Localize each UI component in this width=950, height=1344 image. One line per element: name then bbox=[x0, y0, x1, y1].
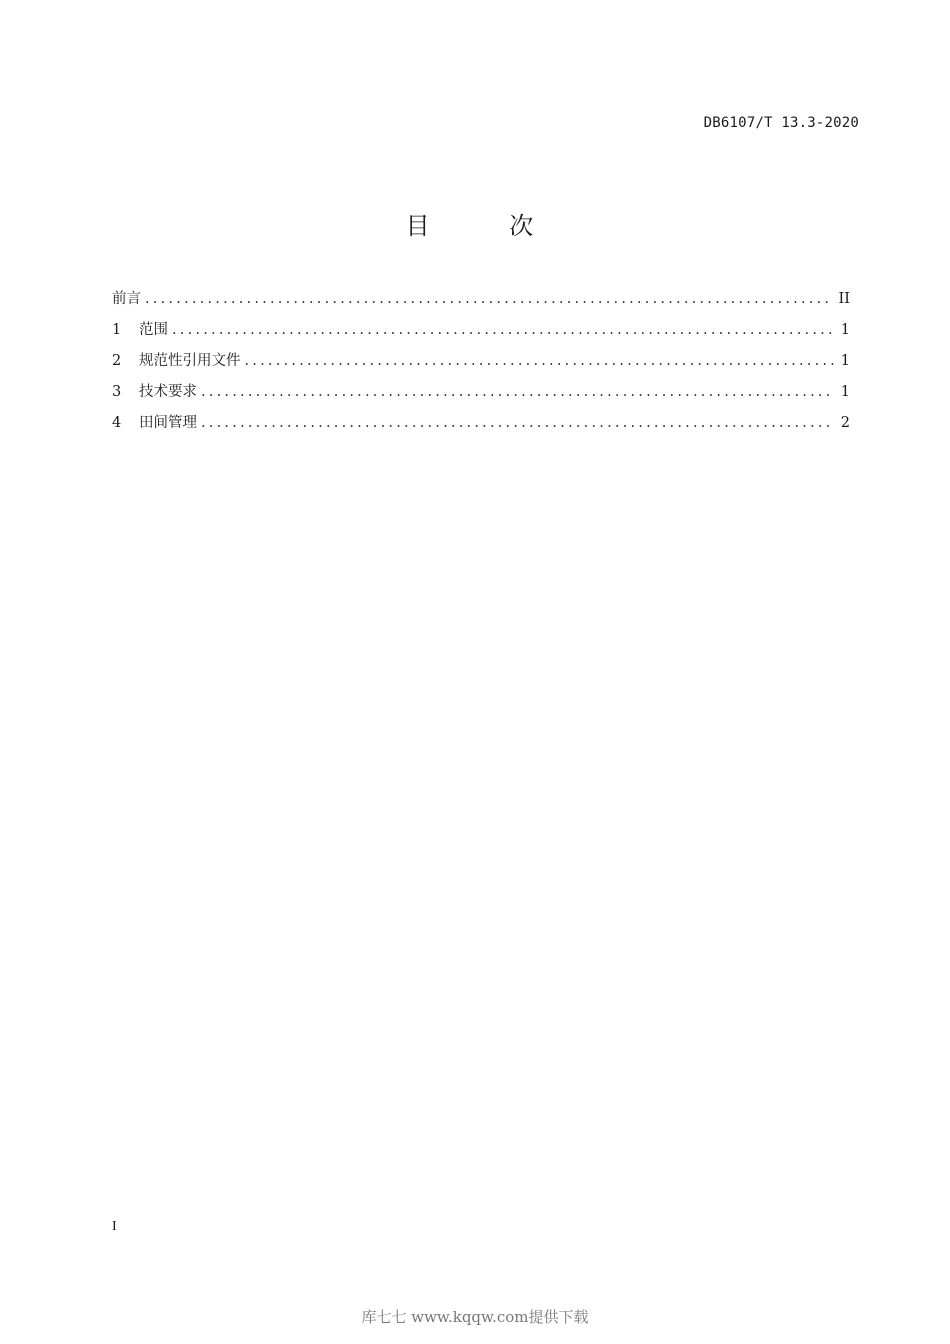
toc-entry-scope[interactable] bbox=[112, 315, 850, 346]
toc-entry-field-management[interactable] bbox=[112, 408, 850, 439]
table-of-contents bbox=[112, 284, 850, 439]
toc-entry-foreword[interactable] bbox=[112, 284, 850, 315]
download-watermark: 库七七 www.kqqw.com提供下载 bbox=[361, 1308, 589, 1326]
toc-leader-dots bbox=[145, 284, 833, 315]
toc-entry-technical-requirements[interactable] bbox=[112, 377, 850, 408]
toc-entry-label: 前言 bbox=[112, 291, 141, 307]
toc-entry-page: 2 bbox=[840, 415, 850, 431]
toc-entry-label: 规范性引用文件 bbox=[139, 353, 241, 369]
toc-title: 目 次 bbox=[405, 212, 570, 240]
document-code: DB6107/T 13.3-2020 bbox=[703, 115, 859, 131]
toc-entry-normative-references[interactable] bbox=[112, 346, 850, 377]
toc-leader-dots bbox=[245, 346, 835, 377]
toc-entry-page: 1 bbox=[840, 353, 850, 369]
toc-leader-dots bbox=[201, 377, 835, 408]
toc-leader-dots bbox=[201, 408, 835, 439]
toc-entry-label: 范围 bbox=[139, 322, 168, 338]
toc-entry-label: 技术要求 bbox=[139, 384, 197, 400]
toc-entry-page: II bbox=[838, 291, 850, 307]
toc-leader-dots bbox=[172, 315, 835, 346]
toc-entry-number: 4 bbox=[112, 415, 122, 431]
toc-entry-number: 3 bbox=[112, 384, 122, 400]
toc-entry-page: 1 bbox=[840, 322, 850, 338]
toc-entry-number: 1 bbox=[112, 322, 122, 338]
toc-entry-label: 田间管理 bbox=[139, 415, 197, 431]
toc-entry-page: 1 bbox=[840, 384, 850, 400]
toc-entry-number: 2 bbox=[112, 353, 122, 369]
page-number: I bbox=[112, 1219, 117, 1234]
